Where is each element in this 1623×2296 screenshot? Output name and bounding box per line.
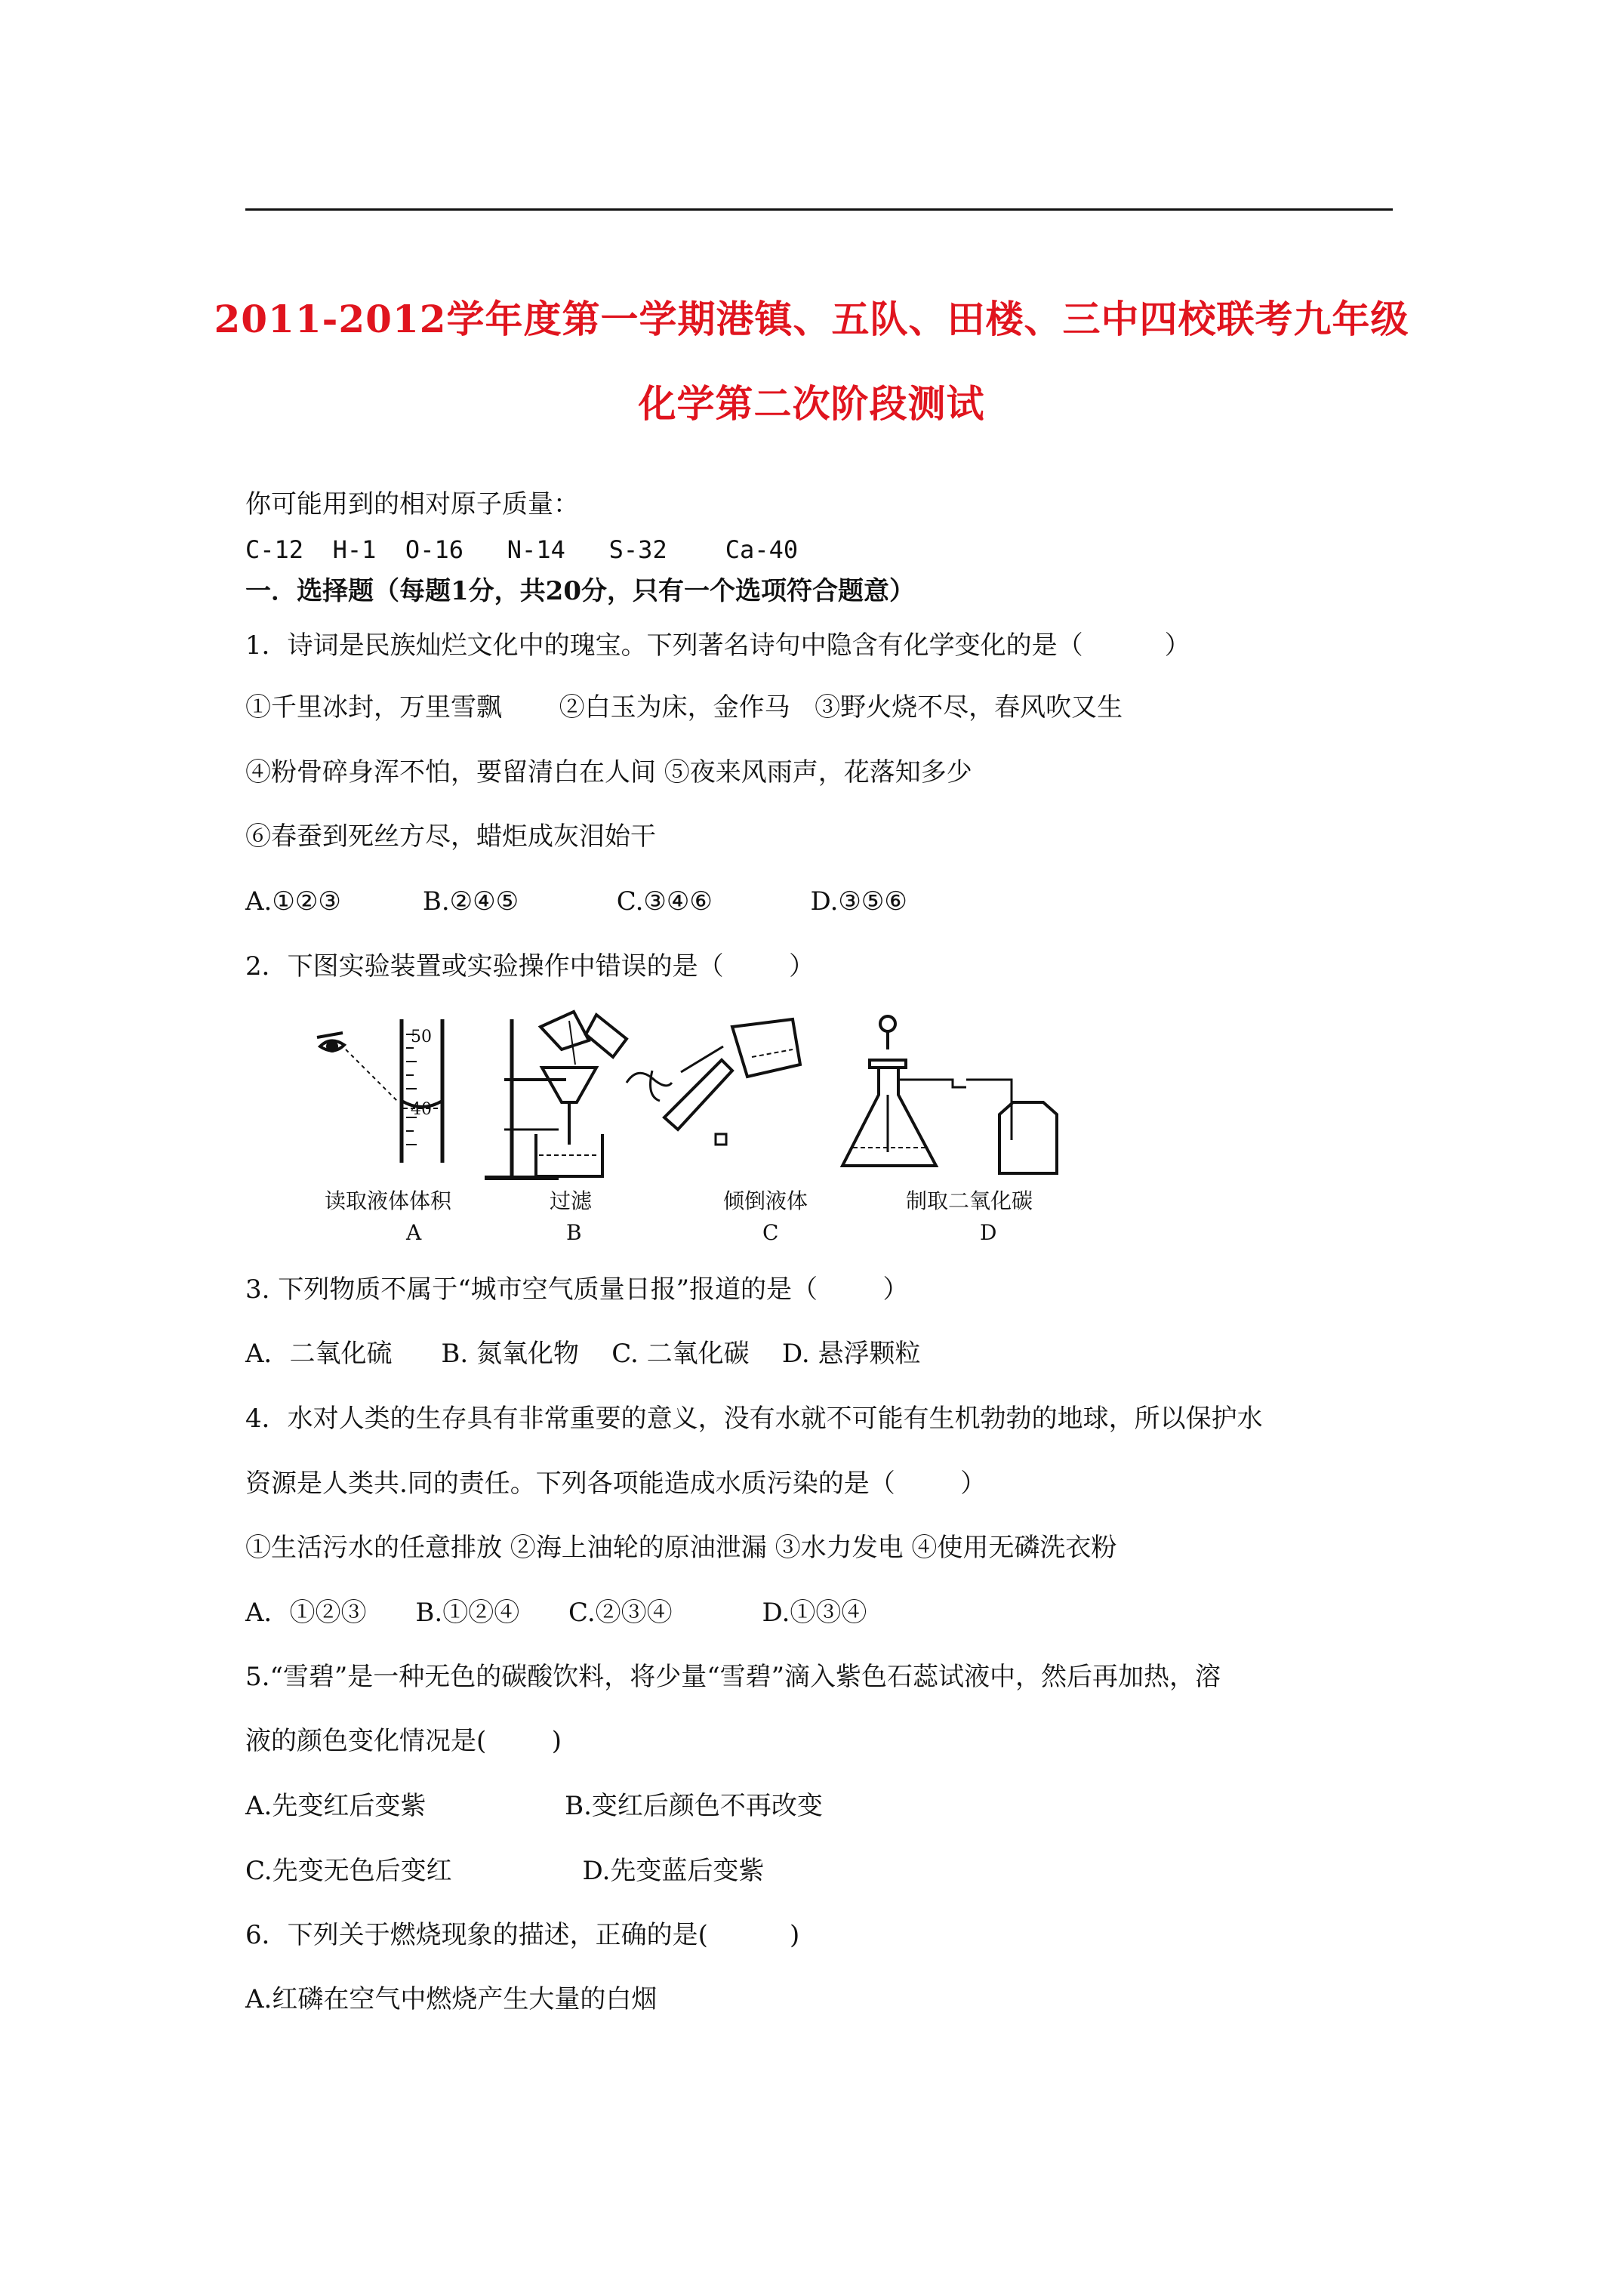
exam-title-line1: 2011-2012学年度第一学期港镇、五队、田楼、三中四校联考九年级 <box>214 297 1409 341</box>
q6-stem: 6．下列关于燃烧现象的描述，正确的是( ) <box>245 1920 800 1950</box>
q4-stem-line2: 资源是人类共.同的责任。下列各项能造成水质污染的是（ ） <box>245 1469 987 1499</box>
atomic-mass-values: C-12 H-1 O-16 N-14 S-32 Ca-40 <box>245 535 799 564</box>
fig-a-caption: 读取液体体积 <box>325 1188 452 1213</box>
q3-stem: 3. 下列物质不属于“城市空气质量日报”报道的是（ ） <box>245 1274 909 1305</box>
atomic-mass-intro: 你可能用到的相对原子质量： <box>245 489 579 519</box>
fig-d-caption: 制取二氧化碳 <box>906 1188 1033 1213</box>
q4-stem-line1: 4．水对人类的生存具有非常重要的意义，没有水就不可能有生机勃勃的地球，所以保护水 <box>245 1404 1263 1434</box>
q1-options-line2: ④粉骨碎身浑不怕，要留清白在人间 ⑤夜来风雨声，花落知多少 <box>245 757 972 787</box>
q2-stem: 2．下图实验装置或实验操作中错误的是（ ） <box>245 951 815 982</box>
q5-stem-line1: 5.“雪碧”是一种无色的碳酸饮料，将少量“雪碧”滴入紫色石蕊试液中，然后再加热，溶 <box>245 1662 1221 1692</box>
q5-stem-line2: 液的颜色变化情况是( ) <box>245 1726 562 1756</box>
fig-a-letter: A <box>406 1220 422 1245</box>
q4-choices: A．①②③ B.①②④ C.②③④ D.①③④ <box>245 1598 867 1628</box>
q6-choice-a: A.红磷在空气中燃烧产生大量的白烟 <box>245 1984 658 2014</box>
q2-apparatus-figure <box>310 1004 1095 1261</box>
exam-title-line2: 化学第二次阶段测试 <box>638 381 985 426</box>
q4-options: ①生活污水的任意排放 ②海上油轮的原油泄漏 ③水力发电 ④使用无磷洗衣粉 <box>245 1533 1117 1563</box>
fig-b-filtration-apparatus <box>485 1012 627 1178</box>
fig-c-caption: 倾倒液体 <box>723 1188 808 1213</box>
header-rule <box>245 208 1393 211</box>
fig-b-letter: B <box>566 1220 582 1245</box>
q3-choices: A．二氧化硫 B. 氮氧化物 C. 二氧化碳 D. 悬浮颗粒 <box>245 1339 921 1369</box>
q1-options-line1: ①千里冰封，万里雪飘 ②白玉为床，金作马 ③野火烧不尽，春风吹又生 <box>245 692 1123 723</box>
fig-a-eye-icon <box>317 1033 344 1051</box>
q1-options-line3: ⑥春蚕到死丝方尽，蜡炬成灰泪始干 <box>245 821 656 852</box>
fig-a-tick-50: 50 <box>411 1028 432 1046</box>
section1-heading: 一．选择题（每题1分，共20分，只有一个选项符合题意） <box>245 576 915 606</box>
fig-b-caption: 过滤 <box>550 1188 593 1213</box>
q1-stem: 1．诗词是民族灿烂文化中的瑰宝。下列著名诗句中隐含有化学变化的是（ ） <box>245 630 1190 661</box>
fig-a-tick-40: 40 <box>411 1100 432 1119</box>
fig-d-letter: D <box>980 1220 997 1245</box>
q5-choices-line2: C.先变无色后变红 D.先变蓝后变紫 <box>245 1856 765 1886</box>
fig-c-pouring-apparatus <box>627 1019 800 1145</box>
fig-c-letter: C <box>762 1220 779 1245</box>
q1-choices: A.①②③ B.②④⑤ C.③④⑥ D.③⑤⑥ <box>245 886 907 917</box>
q5-choices-line1: A.先变红后变紫 B.变红后颜色不再改变 <box>245 1791 823 1821</box>
fig-d-co2-apparatus <box>842 1016 1057 1173</box>
